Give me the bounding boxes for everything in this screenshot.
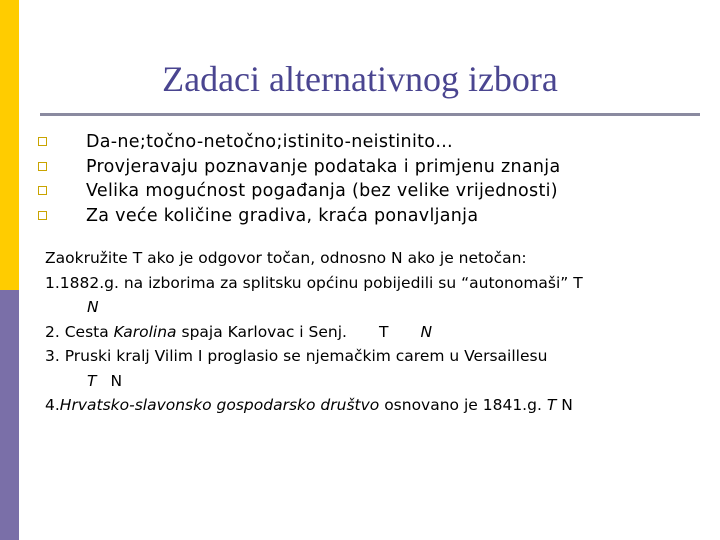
question-4-number: 4.	[45, 396, 60, 414]
answer-t: T	[546, 396, 557, 414]
question-4-italic: Hrvatsko-slavonsko gospodarsko društvo	[59, 396, 380, 414]
question-3-continuation	[45, 369, 705, 394]
exercise-block	[45, 246, 705, 418]
question-4	[45, 393, 705, 418]
answer-t: T	[378, 322, 389, 341]
question-2	[45, 320, 705, 345]
square-bullet-icon	[38, 162, 47, 171]
accent-bar-yellow	[0, 0, 19, 290]
accent-bar-purple	[0, 290, 19, 540]
instruction-text: Zaokružite T ako je odgovor točan, odnosno N ako je netočan:	[45, 249, 527, 267]
question-1-continuation	[45, 295, 705, 320]
question-2-suffix: spaja Karlovac i Senj.	[176, 322, 347, 341]
answer-n: N	[110, 371, 123, 390]
answer-t: T	[87, 371, 97, 390]
question-1: 1.1882.g. na izborima za splitsku općinu pobijedili su “autonomaši” T	[45, 273, 583, 292]
question-2-italic: Karolina	[113, 322, 177, 341]
answer-n: N	[87, 298, 99, 316]
bullet-text: Velika mogućnost pogađanja (bez velike vrijednosti)	[86, 181, 558, 201]
slide-title: Zadaci alternativnog izbora	[162, 59, 558, 99]
question-2-prefix: 2. Cesta	[45, 322, 114, 341]
question-4-suffix: osnovano je 1841.g.	[379, 396, 547, 414]
title-divider	[40, 113, 700, 116]
square-bullet-icon	[38, 186, 47, 195]
answer-n: N	[420, 322, 433, 341]
square-bullet-icon	[38, 211, 47, 220]
bullet-text: Provjeravaju poznavanje podataka i primjenu znanja	[86, 156, 561, 177]
bullet-text: Da-ne;točno-netočno;istinito-neistinito…	[86, 132, 454, 152]
question-3: 3. Pruski kralj Vilim I proglasio se njemačkim carem u Versaillesu	[45, 347, 548, 365]
square-bullet-icon	[38, 137, 47, 146]
answer-n: N	[561, 396, 573, 414]
bullet-text: Za veće količine gradiva, kraća ponavljanja	[86, 205, 479, 226]
